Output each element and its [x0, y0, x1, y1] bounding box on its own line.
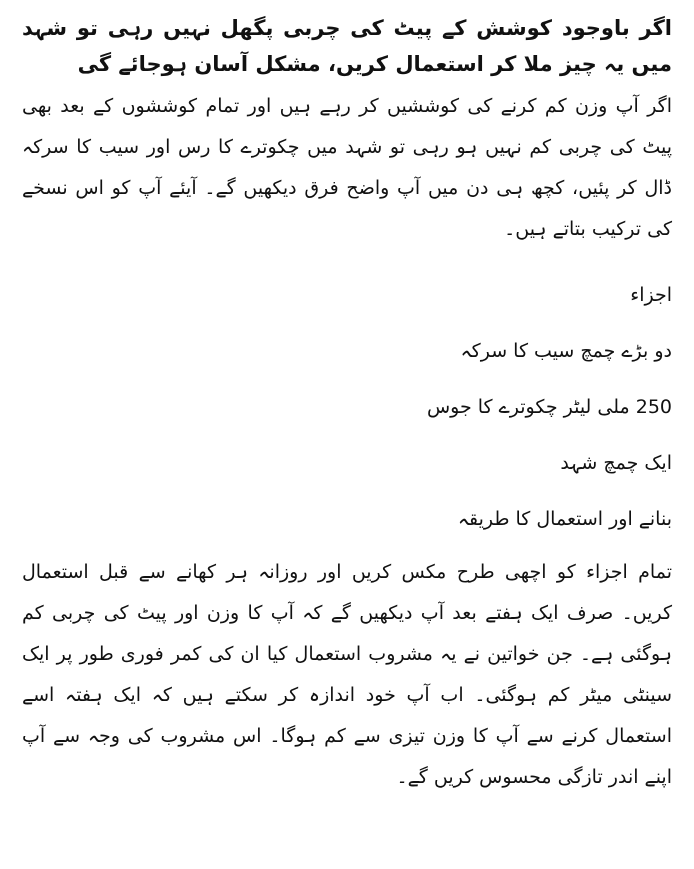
ingredients-heading: اجزاء: [630, 284, 672, 306]
ingredient-item: 250 ملی لیٹر چکوترے کا جوس: [426, 396, 672, 418]
method-paragraph: تمام اجزاء کو اچھی طرح مکس کریں اور روزانہ ہر کھانے سے قبل استعمال کریں۔ صرف ایک ہفتے بعد آپ دیکھیں گے کہ آپ کا وزن اور پیٹ کی چربی کم ہوگئی ہے۔ جن خواتین نے یہ مشروب استعمال کیا ان کی کمر فوری طور پر ایک سینٹی میٹر کم ہوگئی۔ اب آپ خود اندازہ کر سکتے ہیں کہ ایک ہفتہ اسے استعمال کرنے سے آپ کا وزن تیزی سے کم ہوگا۔ اس مشروب کی وجہ سے آپ اپنے اندر تازگی محسوس کریں گے۔: [22, 561, 672, 788]
ingredient-item: دو بڑے چمچ سیب کا سرکہ: [460, 340, 672, 362]
intro-paragraph: اگر آپ وزن کم کرنے کی کوششیں کر رہے ہیں اور تمام کوششوں کے بعد بھی پیٹ کی چربی کم نہیں ہو رہی تو شہد میں چکوترے کا رس اور سیب کا سرکہ ڈال کر پئیں، کچھ ہی دن میں آپ واضح فرق دیکھیں گے۔ آیئے آپ کو اس نسخے کی ترکیب بتاتے ہیں۔: [22, 95, 672, 240]
method-heading: بنانے اور استعمال کا طریقہ: [457, 508, 672, 530]
article-headline: اگر باوجود کوشش کے پیٹ کی چربی پگھل نہیں رہی تو شہد میں یہ چیز ملا کر استعمال کریں، مشکل آسان ہوجائے گی: [22, 16, 672, 76]
ingredient-item: ایک چمچ شہد: [560, 452, 672, 474]
